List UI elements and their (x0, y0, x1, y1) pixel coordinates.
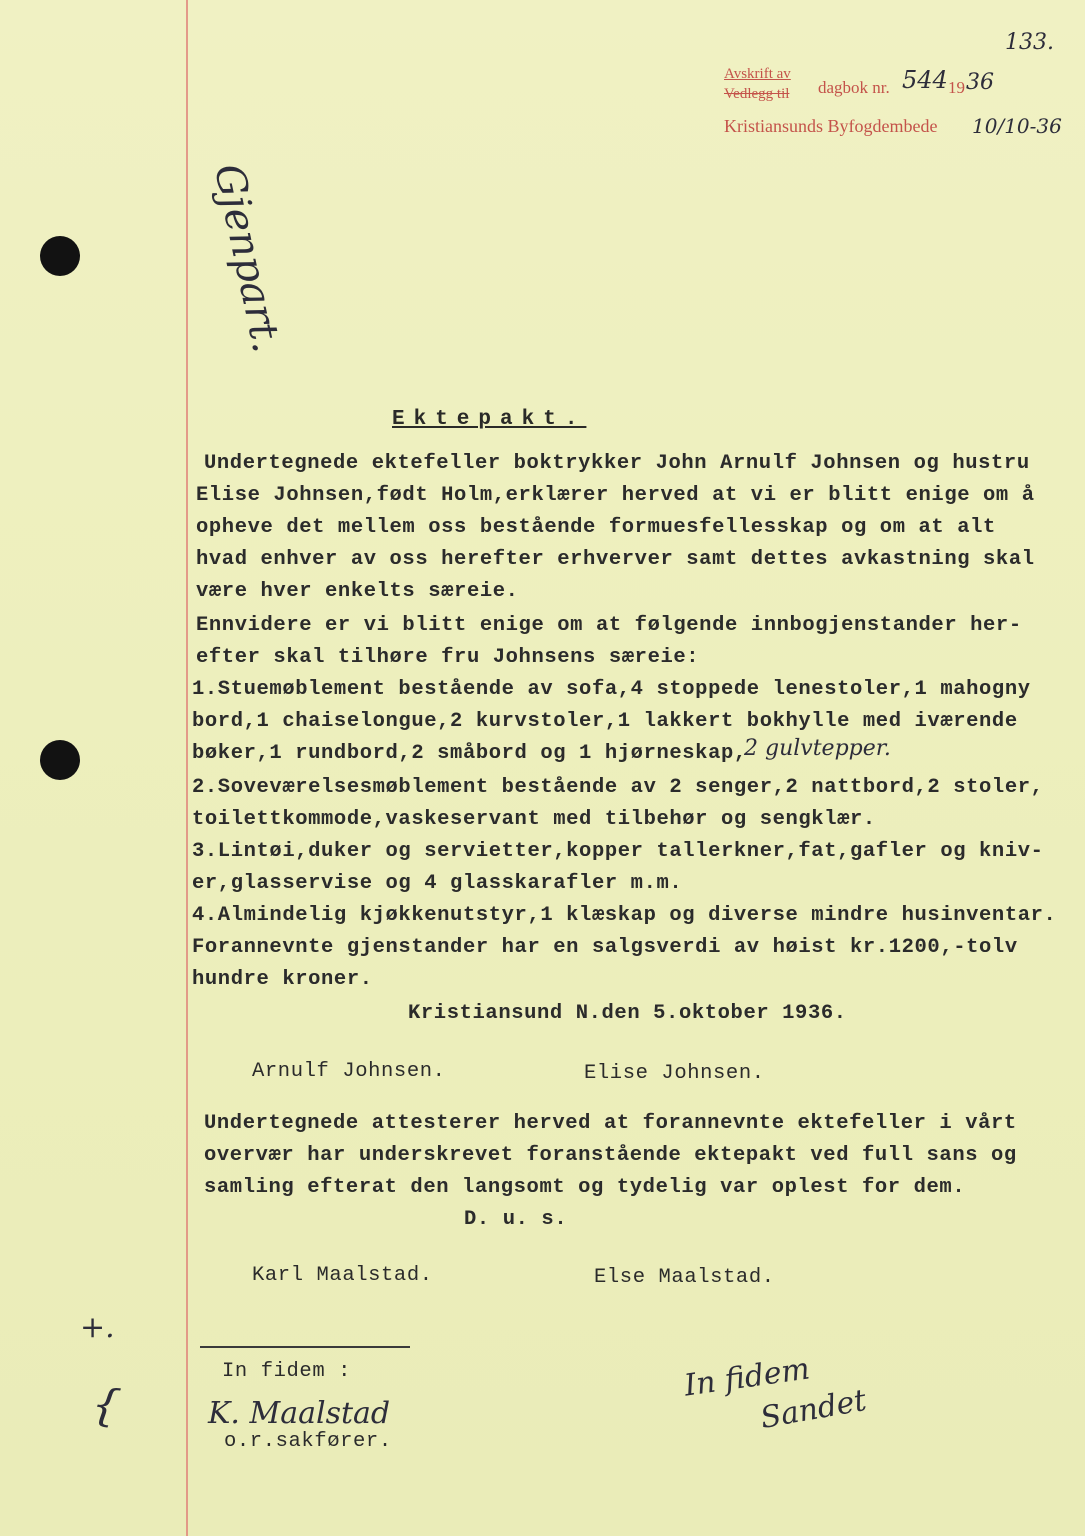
handwritten-addition: 2 gulvtepper. (744, 736, 891, 761)
body-line: Elise Johnsen,født Holm,erklærer herved at vi er blitt enige om å (196, 484, 1035, 507)
place-date: Kristiansund N.den 5.oktober 1936. (408, 1002, 847, 1025)
attest-line: samling efterat den langsomt og tydelig var oplest for dem. (204, 1176, 966, 1199)
punch-hole-top (40, 236, 80, 276)
attest-line: Undertegnede attesterer herved at forannevnte ektefeller i vårt (204, 1112, 1017, 1135)
stamp-dagbok: dagbok nr. (818, 78, 890, 97)
body-line: hundre kroner. (192, 968, 373, 991)
punch-hole-bottom (40, 740, 80, 780)
witness-right: Else Maalstad. (594, 1266, 775, 1289)
body-line: 4.Almindelig kjøkkenutstyr,1 klæskap og diverse mindre husinventar. (192, 904, 1057, 927)
body-line: hvad enhver av oss herefter erhverver samt dettes avkastning skal (196, 548, 1035, 571)
body-line: Ennvidere er vi blitt enige om at følgende innbogjenstander her- (196, 614, 1022, 637)
body-line: Undertegnede ektefeller boktrykker John Arnulf Johnsen og hustru (204, 452, 1030, 475)
body-line: 1.Stuemøblement bestående av sofa,4 stoppede lenestoler,1 mahogny (192, 678, 1031, 701)
body-line: 3.Lintøi,duker og servietter,kopper tallerkner,fat,gafler og kniv- (192, 840, 1044, 863)
signature-hand-right-1: In fidem (682, 1351, 812, 1404)
body-line: være hver enkelts særeie. (196, 580, 519, 603)
margin-bracket-mark: { (88, 1378, 124, 1433)
sakforer: o.r.sakfører. (224, 1430, 392, 1453)
signature-rule (200, 1346, 410, 1348)
page-number: 133. (1005, 30, 1054, 55)
body-line: opheve det mellem oss bestående formuesfellesskap og om at alt (196, 516, 996, 539)
margin-marks: +. (80, 1310, 115, 1345)
margin-line (186, 0, 188, 1536)
body-line: toilettkommode,vaskeservant med tilbehør og sengklær. (192, 808, 876, 831)
document-title: Ektepakt. (392, 408, 587, 431)
body-line: bøker,1 rundbord,2 småbord og 1 hjørneskap, (192, 742, 747, 765)
in-fidem-label: In fidem : (222, 1360, 352, 1383)
signature-typed-right: Elise Johnsen. (584, 1062, 765, 1085)
dus: D. u. s. (464, 1208, 568, 1231)
body-line: Forannevnte gjenstander har en salgsverdi av høist kr.1200,-tolv (192, 936, 1018, 959)
signature-hand-right-2: Sandet (757, 1382, 870, 1437)
body-line: 2.Soveværelsesmøblement bestående av 2 senger,2 nattbord,2 stoler, (192, 776, 1044, 799)
dagbok-number: 544 (902, 66, 948, 94)
signature-hand-left: K. Maalstad (208, 1396, 391, 1431)
stamp-avskrift: Avskrift av (724, 66, 791, 82)
stamp-year-prefix: 19 (948, 78, 965, 97)
stamp-office: Kristiansunds Byfogdembede (724, 116, 938, 136)
stamp-date: 10/10-36 (972, 114, 1062, 138)
attest-line: overvær har underskrevet foranstående ektepakt ved full sans og (204, 1144, 1017, 1167)
copy-mark: Gjenpart. (205, 160, 290, 357)
body-line: bord,1 chaiselongue,2 kurvstoler,1 lakkert bokhylle med iværende (192, 710, 1018, 733)
body-line: efter skal tilhøre fru Johnsens særeie: (196, 646, 700, 669)
witness-left: Karl Maalstad. (252, 1264, 433, 1287)
stamp-vedlegg: Vedlegg til (724, 86, 790, 102)
body-line: er,glasservise og 4 glasskarafler m.m. (192, 872, 683, 895)
year-suffix: 36 (966, 70, 994, 95)
signature-typed-left: Arnulf Johnsen. (252, 1060, 446, 1083)
